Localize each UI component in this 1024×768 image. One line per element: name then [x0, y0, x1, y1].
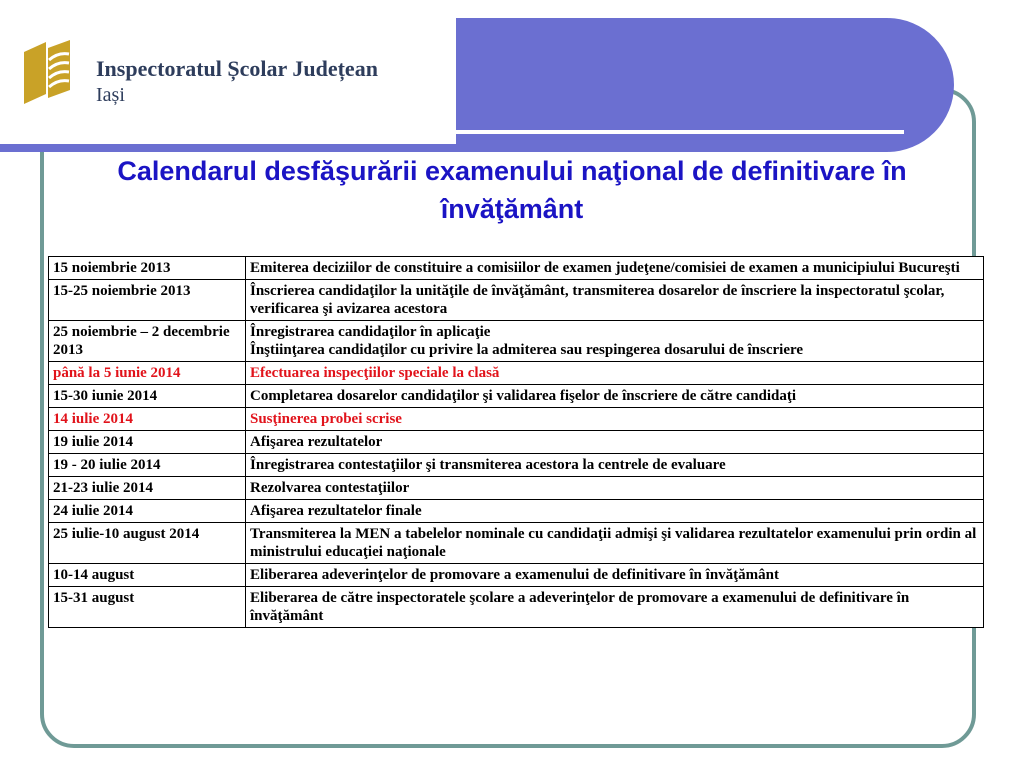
table-row — [49, 523, 984, 564]
table-row — [49, 454, 984, 477]
schedule-date: 19 - 20 iulie 2014 — [49, 454, 246, 477]
book-logo-icon — [18, 38, 76, 108]
org-name: Inspectoratul Școlar Județean — [96, 56, 378, 81]
schedule-date: 15-25 noiembrie 2013 — [49, 280, 246, 321]
schedule-activity: Afişarea rezultatelor finale — [246, 500, 984, 523]
schedule-activity: Eliberarea adeverinţelor de promovare a examenului de definitivare în învăţământ — [246, 564, 984, 587]
table-row — [49, 477, 984, 500]
table-row — [49, 321, 984, 362]
schedule-activity: Emiterea deciziilor de constituire a comisiilor de examen judeţene/comisiei de examen a municipiului Bucureşti — [246, 257, 984, 280]
schedule-activity: Înscrierea candidaţilor la unităţile de învăţământ, transmiterea dosarelor de înscriere la inspectoratul şcolar, verificarea şi avizarea acestora — [246, 280, 984, 321]
schedule-activity: Susţinerea probei scrise — [246, 408, 984, 431]
schedule-date: 10-14 august — [49, 564, 246, 587]
schedule-activity: Efectuarea inspecţiilor speciale la clasă — [246, 362, 984, 385]
schedule-body — [49, 257, 984, 628]
table-row — [49, 362, 984, 385]
schedule-activity: Afişarea rezultatelor — [246, 431, 984, 454]
schedule-date: 14 iulie 2014 — [49, 408, 246, 431]
org-branding — [96, 56, 378, 108]
org-city: Iași — [96, 84, 125, 106]
schedule-date: 19 iulie 2014 — [49, 431, 246, 454]
accent-divider — [456, 130, 904, 134]
schedule-activity: Înregistrarea candidaţilor în aplicaţie Înştiinţarea candidaţilor cu privire la admiterea sau respingerea dosarului de înscriere — [246, 321, 984, 362]
schedule-table — [48, 256, 984, 628]
schedule-activity: Completarea dosarelor candidaţilor şi validarea fişelor de înscriere de către candidaţi — [246, 385, 984, 408]
table-row — [49, 587, 984, 628]
schedule-date: 25 noiembrie – 2 decembrie 2013 — [49, 321, 246, 362]
table-row — [49, 280, 984, 321]
table-row — [49, 564, 984, 587]
schedule-activity: Transmiterea la MEN a tabelelor nominale cu candidaţii admişi şi validarea rezultatelor examenului prin ordin al ministrului educaţiei naţionale — [246, 523, 984, 564]
table-row — [49, 431, 984, 454]
schedule-date: 15-30 iunie 2014 — [49, 385, 246, 408]
page-title: Calendarul desfăşurării examenului naţional de definitivare în învăţământ — [117, 156, 907, 224]
schedule-activity: Rezolvarea contestaţiilor — [246, 477, 984, 500]
table-row — [49, 257, 984, 280]
schedule-date: 21-23 iulie 2014 — [49, 477, 246, 500]
schedule-date: 15 noiembrie 2013 — [49, 257, 246, 280]
table-row — [49, 500, 984, 523]
schedule-activity: Înregistrarea contestaţiilor şi transmiterea acestora la centrele de evaluare — [246, 454, 984, 477]
schedule-date: 15-31 august — [49, 587, 246, 628]
schedule-date: 24 iulie 2014 — [49, 500, 246, 523]
table-row — [49, 385, 984, 408]
table-row — [49, 408, 984, 431]
schedule-activity: Eliberarea de către inspectoratele şcolare a adeverinţelor de promovare a examenului de definitivare în învăţământ — [246, 587, 984, 628]
header-stripe — [0, 144, 462, 152]
schedule-date: până la 5 iunie 2014 — [49, 362, 246, 385]
schedule-date: 25 iulie-10 august 2014 — [49, 523, 246, 564]
